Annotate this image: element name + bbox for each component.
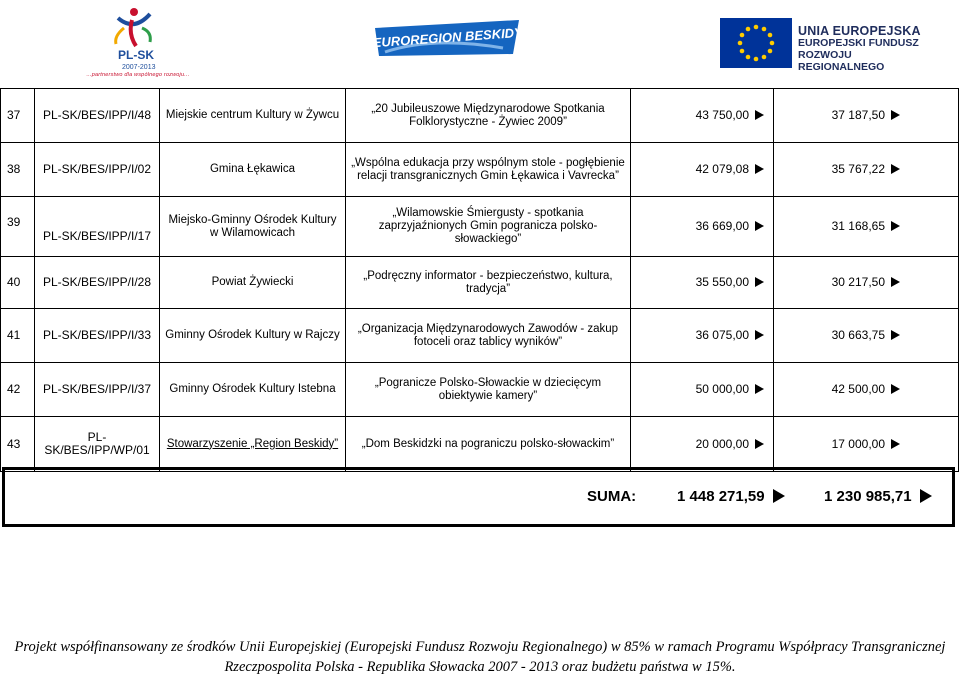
grant-amount: 42 500,00 [774, 363, 959, 417]
euro-icon [773, 489, 785, 503]
grant-amount: 37 187,50 [774, 89, 959, 143]
beneficiary: Gminny Ośrodek Kultury w Rajczy [160, 309, 346, 363]
table-row [1, 257, 959, 309]
eu-fund-logo [720, 18, 940, 73]
project-code: PL-SK/BES/IPP/I/02 [35, 143, 160, 197]
eu-logo-line3: ROZWOJU REGIONALNEGO [798, 49, 885, 73]
euro-icon [891, 277, 900, 287]
grant-amount: 30 663,75 [774, 309, 959, 363]
summary-box [2, 467, 955, 527]
project-code: PL-SK/BES/IPP/I/33 [35, 309, 160, 363]
euro-icon [891, 110, 900, 120]
table-row [1, 417, 959, 472]
euro-icon [891, 439, 900, 449]
euroregion-emblem-icon [373, 14, 523, 62]
grant-amount: 31 168,65 [774, 197, 959, 257]
euro-icon [755, 110, 764, 120]
grant-amount: 30 217,50 [774, 257, 959, 309]
row-number: 41 [1, 309, 35, 363]
euro-icon [755, 384, 764, 394]
summary-label: SUMA: [587, 488, 637, 505]
beneficiary: Gminny Ośrodek Kultury Istebna [160, 363, 346, 417]
project-title: „Wspólna edukacja przy wspólnym stole - pogłębienie relacji transgranicznych Gmin Łękawica i Vavrecka” [346, 143, 631, 197]
project-title: „Organizacja Międzynarodowych Zawodów - zakup fotoceli oraz tablicy wyników” [346, 309, 631, 363]
table-row [1, 309, 959, 363]
row-number: 43 [1, 417, 35, 472]
project-title: „Pogranicze Polsko-Słowackie w dziecięcym obiektywie kamery” [346, 363, 631, 417]
euro-icon [755, 277, 764, 287]
euroregion-beskidy-logo [373, 14, 523, 62]
beneficiary: Miejskie centrum Kultury w Żywcu [160, 89, 346, 143]
table-row [1, 197, 959, 257]
row-number: 40 [1, 257, 35, 309]
euroregion-text: EUROREGION BESKIDY [373, 24, 523, 51]
euro-icon [891, 164, 900, 174]
row-number: 42 [1, 363, 35, 417]
table-row [1, 363, 959, 417]
row-number: 39 [1, 197, 35, 257]
table-row [1, 89, 959, 143]
project-code: PL-SK/BES/IPP/WP/01 [35, 417, 160, 472]
summary-total: 1 448 271,59 [677, 488, 785, 505]
euro-icon [755, 221, 764, 231]
euro-icon [891, 384, 900, 394]
pl-sk-tagline: ...partnerstwo dla wspólnego rozwoju... [86, 72, 190, 78]
total-amount: 42 079,08 [631, 143, 774, 197]
euro-icon [755, 164, 764, 174]
eu-logo-line1: UNIA EUROPEJSKA [798, 24, 921, 38]
euro-icon [891, 221, 900, 231]
row-number: 38 [1, 143, 35, 197]
total-amount: 20 000,00 [631, 417, 774, 472]
beneficiary: Stowarzyszenie „Region Beskidy” [160, 417, 346, 472]
row-number: 37 [1, 89, 35, 143]
pl-sk-years: 2007-2013 [122, 64, 156, 71]
euro-icon [891, 330, 900, 340]
project-title: „Wilamowskie Śmiergusty - spotkania zaprzyjaźnionych Gmin pogranicza polsko-słowackiego” [346, 197, 631, 257]
project-code: PL-SK/BES/IPP/I/28 [35, 257, 160, 309]
pl-sk-text: PL-SK [118, 48, 154, 62]
project-code: PL-SK/BES/IPP/I/37 [35, 363, 160, 417]
total-amount: 43 750,00 [631, 89, 774, 143]
project-code: PL-SK/BES/IPP/I/17 [35, 197, 160, 257]
euro-icon [755, 330, 764, 340]
total-amount: 36 669,00 [631, 197, 774, 257]
euro-icon [755, 439, 764, 449]
project-title: „Dom Beskidzki na pograniczu polsko-słowackim” [346, 417, 631, 472]
project-title: „20 Jubileuszowe Międzynarodowe Spotkania Folklorystyczne - Żywiec 2009” [346, 89, 631, 143]
grant-amount: 17 000,00 [774, 417, 959, 472]
table-row [1, 143, 959, 197]
footer-line1: Projekt współfinansowany ze środków Unii Europejskiej (Europejski Fundusz Rozwoju Regionalnego) w 85% w ramach Programu Współpracy Transgranicznej [14, 639, 946, 655]
total-amount: 36 075,00 [631, 309, 774, 363]
project-code: PL-SK/BES/IPP/I/48 [35, 89, 160, 143]
projects-table [0, 88, 959, 472]
total-amount: 35 550,00 [631, 257, 774, 309]
euro-icon [920, 489, 932, 503]
funding-footer [0, 637, 960, 677]
pl-sk-emblem-icon [78, 2, 188, 72]
eu-flag-icon [720, 18, 792, 68]
grant-amount: 35 767,22 [774, 143, 959, 197]
beneficiary: Powiat Żywiecki [160, 257, 346, 309]
beneficiary: Miejsko-Gminny Ośrodek Kultury w Wilamowicach [160, 197, 346, 257]
project-title: „Podręczny informator - bezpieczeństwo, kultura, tradycja” [346, 257, 631, 309]
beneficiary: Gmina Łękawica [160, 143, 346, 197]
pl-sk-logo [78, 2, 188, 82]
eu-logo-line2: EUROPEJSKI FUNDUSZ [798, 37, 919, 49]
total-amount: 50 000,00 [631, 363, 774, 417]
summary-grant: 1 230 985,71 [824, 488, 932, 505]
footer-line2: Rzeczpospolita Polska - Republika Słowacka 2007 - 2013 oraz budżetu państwa w 15%. [224, 659, 736, 675]
